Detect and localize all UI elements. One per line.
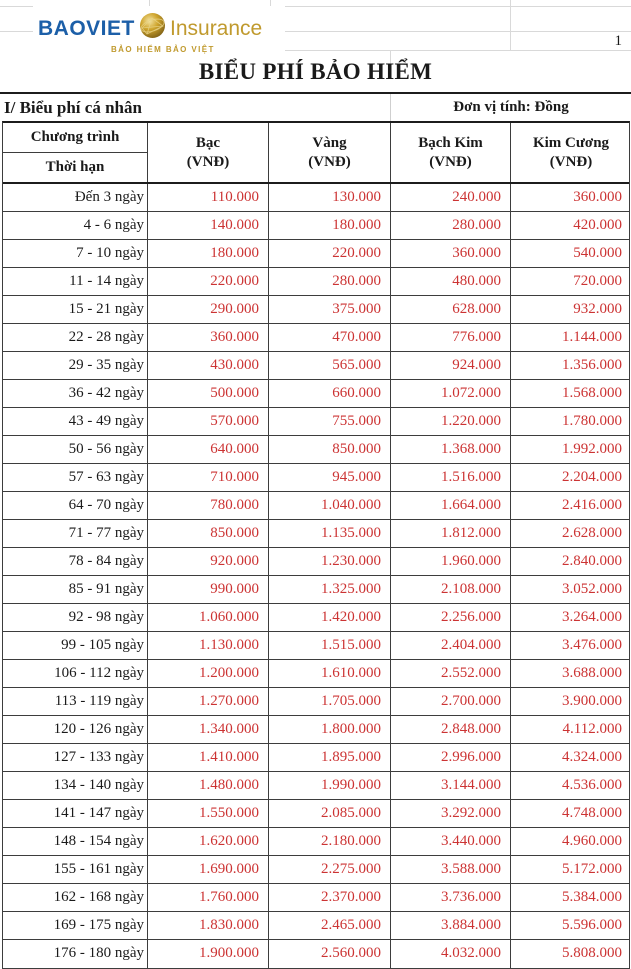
row-duration-label: 162 - 168 ngày	[3, 884, 148, 911]
gridline	[283, 31, 631, 32]
table-row	[3, 856, 629, 884]
fee-value: 420.000	[573, 217, 622, 233]
gridline	[0, 31, 34, 32]
fee-value: 1.610.000	[269, 660, 391, 687]
table-row	[3, 324, 629, 352]
fee-value: 1.325.000	[269, 576, 391, 603]
fee-value: 660.000	[269, 380, 391, 407]
fee-value: 1.800.000	[269, 716, 391, 743]
fee-value: 360.000	[391, 240, 511, 267]
row-duration-label: 4 - 6 ngày	[3, 212, 148, 239]
table-row	[3, 296, 629, 324]
fee-value: 924.000	[391, 352, 511, 379]
fee-value: 2.840.000	[562, 553, 622, 569]
fee-value: 2.416.000	[562, 497, 622, 513]
row-duration-label: 148 - 154 ngày	[3, 828, 148, 855]
row-duration-label: 92 - 98 ngày	[3, 604, 148, 631]
table-row	[3, 492, 629, 520]
fee-value: 755.000	[269, 408, 391, 435]
fee-value: 1.135.000	[269, 520, 391, 547]
table-row	[3, 408, 629, 436]
fee-value: 280.000	[269, 268, 391, 295]
table-row	[3, 436, 629, 464]
fee-value: 1.992.000	[562, 441, 622, 457]
table-row	[3, 828, 629, 856]
fee-value: 360.000	[573, 189, 622, 205]
fee-value: 5.172.000	[562, 861, 622, 877]
fee-value: 2.275.000	[269, 856, 391, 883]
fee-value: 180.000	[148, 240, 269, 267]
page-title: BIỂU PHÍ BẢO HIỂM	[198, 59, 433, 84]
fee-value: 628.000	[391, 296, 511, 323]
table-row	[3, 744, 629, 772]
fee-value: 1.072.000	[391, 380, 511, 407]
row-duration-label: 22 - 28 ngày	[3, 324, 148, 351]
table-row	[3, 268, 629, 296]
table-row	[3, 912, 629, 940]
row-duration-label: 78 - 84 ngày	[3, 548, 148, 575]
fee-value: 570.000	[148, 408, 269, 435]
row-duration-label: 64 - 70 ngày	[3, 492, 148, 519]
fee-value: 180.000	[269, 212, 391, 239]
fee-value: 3.440.000	[391, 828, 511, 855]
fee-value: 3.052.000	[562, 581, 622, 597]
fee-value: 565.000	[269, 352, 391, 379]
fee-value: 240.000	[391, 184, 511, 211]
fee-value: 1.664.000	[391, 492, 511, 519]
table-row	[3, 464, 629, 492]
logo-insurance-text: Insurance	[170, 17, 263, 40]
table-row	[3, 352, 629, 380]
fee-value: 3.688.000	[562, 665, 622, 681]
fee-value: 2.180.000	[269, 828, 391, 855]
table-row	[3, 688, 629, 716]
column-header-bach-kim	[391, 123, 511, 182]
fee-value: 140.000	[148, 212, 269, 239]
fee-value: 1.960.000	[391, 548, 511, 575]
table-row	[3, 184, 629, 212]
row-duration-label: 85 - 91 ngày	[3, 576, 148, 603]
row-duration-label: 99 - 105 ngày	[3, 632, 148, 659]
fee-value: 2.085.000	[269, 800, 391, 827]
fee-value: 1.516.000	[391, 464, 511, 491]
fee-value: 2.370.000	[269, 884, 391, 911]
logo-tagline: BẢO HIỂM BẢO VIỆT	[111, 45, 215, 54]
fee-value: 5.596.000	[562, 917, 622, 933]
fee-value: 220.000	[269, 240, 391, 267]
fee-value: 110.000	[148, 184, 269, 211]
fee-value: 280.000	[391, 212, 511, 239]
fee-value: 3.736.000	[391, 884, 511, 911]
fee-table	[2, 121, 630, 969]
fee-value: 776.000	[391, 324, 511, 351]
fee-value: 2.628.000	[562, 525, 622, 541]
table-row	[3, 240, 629, 268]
fee-value: 920.000	[148, 548, 269, 575]
fee-value: 540.000	[573, 245, 622, 261]
column-unit: (VNĐ)	[308, 153, 351, 170]
fee-value: 290.000	[148, 296, 269, 323]
fee-value: 1.230.000	[269, 548, 391, 575]
row-duration-label: 7 - 10 ngày	[3, 240, 148, 267]
fee-value: 4.536.000	[562, 777, 622, 793]
fee-value: 850.000	[269, 436, 391, 463]
table-body	[3, 184, 629, 968]
fee-value: 4.960.000	[562, 833, 622, 849]
fee-value: 2.204.000	[562, 469, 622, 485]
fee-value: 1.568.000	[562, 385, 622, 401]
fee-value: 1.515.000	[269, 632, 391, 659]
row-duration-label: 106 - 112 ngày	[3, 660, 148, 687]
row-duration-label: 169 - 175 ngày	[3, 912, 148, 939]
row-duration-label: 43 - 49 ngày	[3, 408, 148, 435]
table-header-row	[3, 123, 629, 184]
logo-brand-text: BAOVIET	[38, 17, 135, 40]
row-duration-label: 176 - 180 ngày	[3, 940, 148, 968]
section-heading: I/ Biểu phí cá nhân	[4, 98, 142, 117]
fee-value: 1.270.000	[148, 688, 269, 715]
fee-value: 2.108.000	[391, 576, 511, 603]
row-duration-label: Đến 3 ngày	[3, 184, 148, 211]
fee-value: 3.476.000	[562, 637, 622, 653]
column-unit: (VNĐ)	[549, 153, 593, 170]
table-row	[3, 632, 629, 660]
fee-value: 1.900.000	[148, 940, 269, 968]
gridline	[510, 0, 511, 50]
fee-value: 3.292.000	[391, 800, 511, 827]
fee-value: 2.404.000	[391, 632, 511, 659]
fee-value: 1.550.000	[148, 800, 269, 827]
fee-value: 945.000	[269, 464, 391, 491]
section-band	[0, 92, 631, 121]
fee-value: 1.340.000	[148, 716, 269, 743]
fee-value: 5.384.000	[562, 889, 622, 905]
fee-value: 2.848.000	[391, 716, 511, 743]
column-unit: (VNĐ)	[186, 153, 230, 170]
fee-value: 1.620.000	[148, 828, 269, 855]
table-row	[3, 576, 629, 604]
column-header-kim-cuong	[511, 123, 631, 182]
fee-value: 1.420.000	[269, 604, 391, 631]
fee-value: 1.990.000	[269, 772, 391, 799]
table-row	[3, 884, 629, 912]
row-duration-label: 113 - 119 ngày	[3, 688, 148, 715]
fee-value: 360.000	[148, 324, 269, 351]
fee-value: 990.000	[148, 576, 269, 603]
table-row	[3, 716, 629, 744]
row-duration-label: 134 - 140 ngày	[3, 772, 148, 799]
table-row	[3, 660, 629, 688]
row-duration-label: 36 - 42 ngày	[3, 380, 148, 407]
column-unit: (VNĐ)	[429, 153, 472, 170]
row-duration-label: 120 - 126 ngày	[3, 716, 148, 743]
fee-value: 5.808.000	[562, 945, 622, 961]
fee-value: 1.760.000	[148, 884, 269, 911]
page-number: 1	[614, 33, 622, 49]
row-duration-label: 11 - 14 ngày	[3, 268, 148, 295]
fee-value: 3.884.000	[391, 912, 511, 939]
column-header-bac	[148, 123, 269, 182]
fee-value: 3.264.000	[562, 609, 622, 625]
table-row	[3, 548, 629, 576]
table-row	[3, 772, 629, 800]
fee-value: 430.000	[148, 352, 269, 379]
fee-value: 2.256.000	[391, 604, 511, 631]
table-row	[3, 604, 629, 632]
column-header-vang	[269, 123, 391, 182]
fee-value: 480.000	[391, 268, 511, 295]
fee-value: 1.144.000	[562, 329, 622, 345]
fee-value: 1.895.000	[269, 744, 391, 771]
fee-value: 1.040.000	[269, 492, 391, 519]
table-row	[3, 380, 629, 408]
baoviet-logo	[33, 6, 285, 58]
row-duration-label: 155 - 161 ngày	[3, 856, 148, 883]
fee-value: 1.356.000	[562, 357, 622, 373]
fee-value: 2.552.000	[391, 660, 511, 687]
fee-value: 2.700.000	[391, 688, 511, 715]
fee-value: 1.220.000	[391, 408, 511, 435]
row-duration-label: 127 - 133 ngày	[3, 744, 148, 771]
fee-value: 780.000	[148, 492, 269, 519]
fee-value: 4.032.000	[391, 940, 511, 968]
table-row	[3, 800, 629, 828]
fee-value: 4.112.000	[562, 721, 622, 737]
fee-value: 1.812.000	[391, 520, 511, 547]
column-name: Bạc	[195, 134, 221, 151]
fee-value: 710.000	[148, 464, 269, 491]
fee-value: 1.200.000	[148, 660, 269, 687]
fee-value: 4.748.000	[562, 805, 622, 821]
fee-value: 3.900.000	[562, 693, 622, 709]
fee-value: 2.465.000	[269, 912, 391, 939]
row-duration-label: 29 - 35 ngày	[3, 352, 148, 379]
fee-value: 3.588.000	[391, 856, 511, 883]
fee-value: 220.000	[148, 268, 269, 295]
row-duration-label: 57 - 63 ngày	[3, 464, 148, 491]
fee-value: 2.996.000	[391, 744, 511, 771]
fee-value: 130.000	[269, 184, 391, 211]
fee-value: 720.000	[573, 273, 622, 289]
fee-value: 2.560.000	[269, 940, 391, 968]
column-name: Kim Cương	[532, 134, 610, 151]
fee-value: 1.830.000	[148, 912, 269, 939]
fee-value: 1.368.000	[391, 436, 511, 463]
fee-value: 1.690.000	[148, 856, 269, 883]
fee-value: 3.144.000	[391, 772, 511, 799]
corner-header-cell	[3, 123, 148, 182]
fee-value: 500.000	[148, 380, 269, 407]
row-duration-label: 50 - 56 ngày	[3, 436, 148, 463]
table-row	[3, 212, 629, 240]
fee-value: 1.480.000	[148, 772, 269, 799]
gridline	[283, 50, 631, 51]
fee-value: 640.000	[148, 436, 269, 463]
table-row	[3, 520, 629, 548]
column-name: Bạch Kim	[418, 134, 483, 151]
fee-value: 470.000	[269, 324, 391, 351]
fee-value: 1.130.000	[148, 632, 269, 659]
fee-value: 1.705.000	[269, 688, 391, 715]
column-name: Vàng	[312, 134, 347, 151]
unit-note: Đơn vị tính: Đồng	[390, 94, 631, 121]
fee-value: 4.324.000	[562, 749, 622, 765]
corner-header-program: Chương trình	[3, 123, 147, 153]
fee-value: 375.000	[269, 296, 391, 323]
row-duration-label: 141 - 147 ngày	[3, 800, 148, 827]
baoviet-globe-icon	[139, 12, 166, 39]
fee-value: 932.000	[573, 301, 622, 317]
corner-header-duration: Thời hạn	[45, 159, 105, 175]
fee-value: 1.060.000	[148, 604, 269, 631]
row-duration-label: 71 - 77 ngày	[3, 520, 148, 547]
row-duration-label: 15 - 21 ngày	[3, 296, 148, 323]
table-row	[3, 940, 629, 968]
fee-value: 850.000	[148, 520, 269, 547]
fee-value: 1.410.000	[148, 744, 269, 771]
fee-value: 1.780.000	[562, 413, 622, 429]
